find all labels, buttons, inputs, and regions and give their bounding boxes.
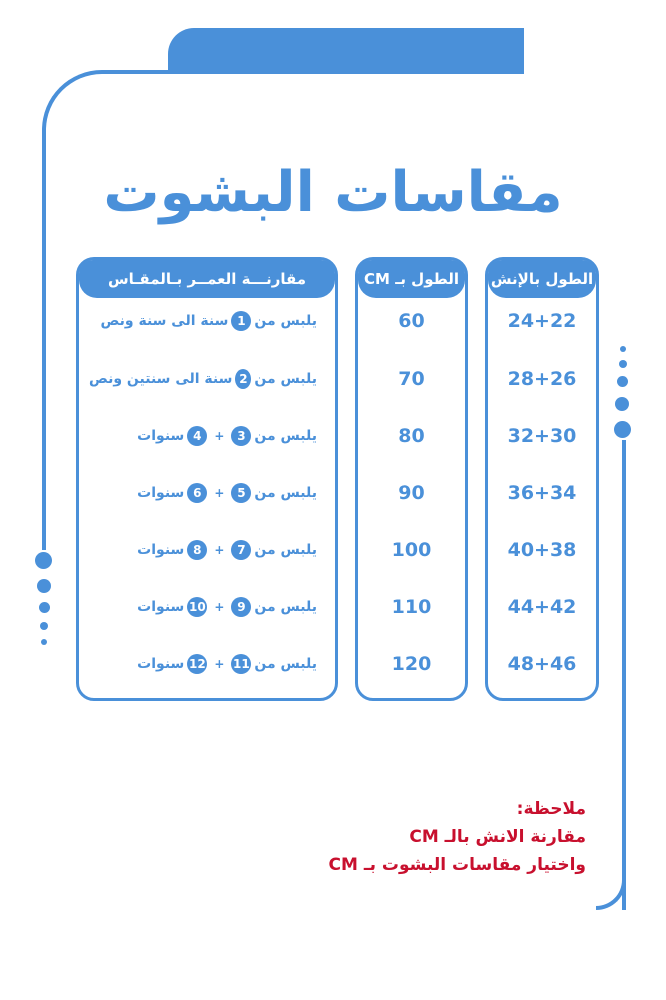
age-prefix: يلبس من — [254, 313, 317, 329]
age-row — [89, 535, 317, 565]
cm-value: 60 — [398, 310, 425, 332]
age-row — [89, 421, 317, 451]
cm-value: 100 — [391, 539, 432, 561]
age-plus: + — [214, 543, 225, 557]
age-to-badge: 6 — [187, 483, 207, 503]
age-to-badge: 4 — [187, 426, 207, 446]
age-from-badge: 2 — [235, 369, 251, 389]
page-title: مقاسات البشوت — [103, 160, 563, 225]
age-row — [89, 649, 317, 679]
age-plus: + — [214, 600, 225, 614]
cm-value: 110 — [391, 596, 432, 618]
decor-dot — [41, 639, 47, 645]
cm-value: 90 — [398, 482, 425, 504]
age-prefix: يلبس من — [254, 656, 317, 672]
cm-column — [355, 257, 468, 701]
cm-value: 120 — [391, 653, 432, 675]
age-row — [89, 364, 317, 394]
note-line: مقارنة الانش بالـ CM — [409, 827, 586, 847]
age-suffix: سنة الى سنتين ونص — [89, 371, 233, 387]
age-suffix: سنوات — [137, 542, 185, 558]
decor-dot — [40, 622, 48, 630]
decor-dot — [39, 602, 50, 613]
age-suffix: سنوات — [137, 599, 185, 615]
decor-dot — [617, 376, 628, 387]
inch-value: 40+38 — [507, 539, 577, 561]
age-plus: + — [214, 657, 225, 671]
age-from-badge: 9 — [231, 597, 251, 617]
cm-value: 70 — [398, 368, 425, 390]
inch-value: 32+30 — [507, 425, 577, 447]
decor-dot — [37, 579, 51, 593]
inch-value: 48+46 — [507, 653, 577, 675]
age-plus: + — [214, 486, 225, 500]
age-to-badge: 10 — [187, 597, 207, 617]
age-row — [89, 306, 317, 336]
decor-dot — [620, 346, 626, 352]
age-suffix: سنة الى سنة ونص — [100, 313, 229, 329]
decor-dot — [35, 552, 52, 569]
inch-column — [485, 257, 599, 701]
age-prefix: يلبس من — [254, 371, 317, 387]
age-prefix: يلبس من — [254, 599, 317, 615]
decor-dot — [615, 397, 629, 411]
inch-column-header: الطول بالإنش — [488, 260, 596, 298]
cm-column-header: الطول بـ CM — [358, 260, 465, 298]
decor-dot — [614, 421, 631, 438]
age-suffix: سنوات — [137, 428, 185, 444]
age-from-badge: 5 — [231, 483, 251, 503]
inch-value: 36+34 — [507, 482, 577, 504]
age-from-badge: 7 — [231, 540, 251, 560]
age-from-badge: 11 — [231, 654, 251, 674]
age-suffix: سنوات — [137, 485, 185, 501]
inch-value: 44+42 — [507, 596, 577, 618]
note-heading: ملاحظة: — [516, 799, 586, 819]
inch-value: 24+22 — [507, 310, 577, 332]
age-prefix: يلبس من — [254, 542, 317, 558]
age-to-badge: 12 — [187, 654, 207, 674]
age-row — [89, 478, 317, 508]
inch-value: 28+26 — [507, 368, 577, 390]
age-row — [89, 592, 317, 622]
age-from-badge: 3 — [231, 426, 251, 446]
decor-dot — [619, 360, 627, 368]
age-prefix: يلبس من — [254, 485, 317, 501]
cm-value: 80 — [398, 425, 425, 447]
age-prefix: يلبس من — [254, 428, 317, 444]
note-line: واختيار مقاسات البشوت بـ CM — [328, 855, 586, 875]
age-column — [76, 257, 338, 701]
age-column-header: مقارنـــة العمــر بـالمقـاس — [79, 260, 335, 298]
age-plus: + — [214, 429, 225, 443]
age-suffix: سنوات — [137, 656, 185, 672]
age-to-badge: 8 — [187, 540, 207, 560]
note-block — [186, 795, 586, 879]
age-from-badge: 1 — [231, 311, 251, 331]
header-decor-bar — [168, 28, 524, 74]
